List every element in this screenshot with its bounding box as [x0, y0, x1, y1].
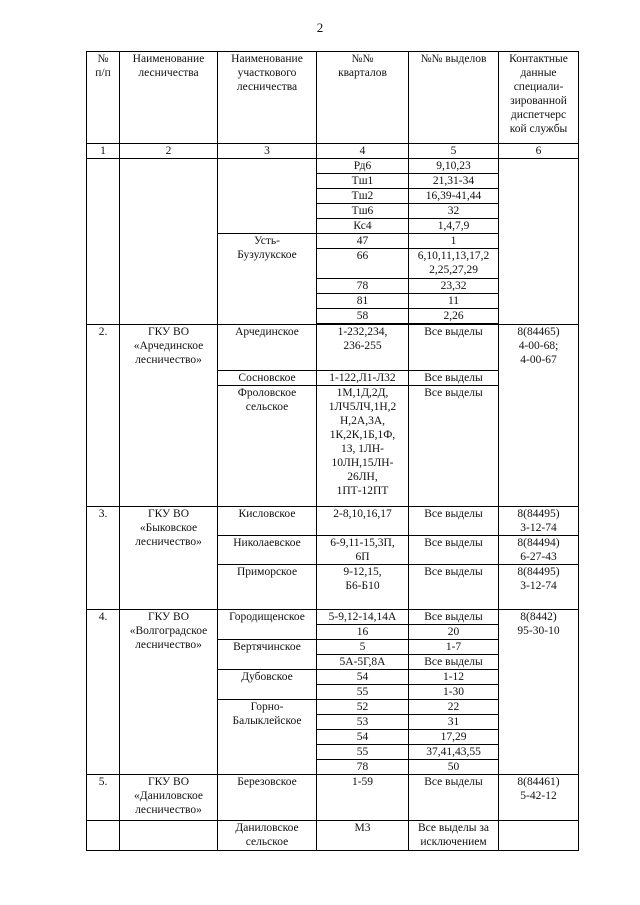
quarter-cell: 78 — [317, 279, 409, 294]
forestry-name: ГКУ ВО «Даниловское лесничество» — [120, 775, 218, 821]
colnum: 6 — [499, 144, 579, 159]
plot-cell: 9,10,23 — [409, 159, 499, 174]
cell-empty — [218, 159, 317, 234]
table-row — [87, 325, 579, 371]
quarter-cell: 55 — [317, 685, 409, 700]
cell-empty — [120, 821, 218, 851]
page-number: 2 — [316, 20, 324, 35]
plot-cell: Все выделы за исключением — [409, 821, 499, 851]
plot-cell: Все выделы — [409, 536, 499, 565]
quarter-cell: 55 — [317, 745, 409, 760]
header-district: Наименование участкового лесничества — [218, 52, 317, 144]
contact-cell: 8(8442) 95-30-10 — [499, 610, 579, 775]
plot-cell: 1-12 — [409, 670, 499, 685]
table-row — [87, 821, 579, 851]
cell-empty — [120, 159, 218, 325]
plot-cell: Все выделы — [409, 565, 499, 610]
plot-cell: 20 — [409, 625, 499, 640]
quarter-cell: Тш2 — [317, 189, 409, 204]
row-number: 4. — [87, 610, 120, 775]
district-name: Николаевское — [218, 536, 317, 565]
plot-cell: 11 — [409, 294, 499, 309]
district-name: Арчединское — [218, 325, 317, 371]
header-contacts: Контактные данные специали- зированной диспетчерс кой службы — [499, 52, 579, 144]
plot-cell: 31 — [409, 715, 499, 730]
quarter-cell: М3 — [317, 821, 409, 851]
quarter-cell: 16 — [317, 625, 409, 640]
forestry-name: ГКУ ВО «Волгоградское лесничество» — [120, 610, 218, 775]
quarter-cell: Рд6 — [317, 159, 409, 174]
table-row — [87, 507, 579, 536]
district-name: Вертячинское — [218, 640, 317, 670]
district-name: Усть- Бузулукское — [218, 234, 317, 325]
quarter-cell: 54 — [317, 670, 409, 685]
table-row — [87, 610, 579, 625]
plot-cell: Все выделы — [409, 775, 499, 821]
cell-empty — [499, 821, 579, 851]
quarter-cell: Кс4 — [317, 219, 409, 234]
contact-cell: 8(84461) 5-42-12 — [499, 775, 579, 821]
plot-cell: 2,26 — [409, 309, 499, 324]
contact-cell: 8(84494) 6-27-43 — [499, 536, 579, 565]
row-number: 5. — [87, 775, 120, 821]
quarter-cell: Тш6 — [317, 204, 409, 219]
quarter-cell: 78 — [317, 760, 409, 775]
quarter-cell: 1-59 — [317, 775, 409, 821]
colnum: 4 — [317, 144, 409, 159]
plot-cell: Все выделы — [409, 325, 499, 371]
colnum: 3 — [218, 144, 317, 159]
plot-cell: 32 — [409, 204, 499, 219]
quarter-cell: 5А-5Г,8А — [317, 655, 409, 670]
plot-cell: Все выделы — [409, 507, 499, 536]
quarter-cell: 58 — [317, 309, 409, 324]
table-row — [87, 159, 579, 174]
quarter-cell: 66 — [317, 249, 409, 279]
forestry-name: ГКУ ВО «Быковское лесничество» — [120, 507, 218, 610]
plot-cell: 1-30 — [409, 685, 499, 700]
colnum: 2 — [120, 144, 218, 159]
quarter-cell: 53 — [317, 715, 409, 730]
quarter-cell: 52 — [317, 700, 409, 715]
quarter-cell: 1-232,234, 236-255 — [317, 325, 409, 371]
quarter-cell: 9-12,15, Б6-Б10 — [317, 565, 409, 610]
quarter-cell: 81 — [317, 294, 409, 309]
colnum: 5 — [409, 144, 499, 159]
quarter-cell: 1М,1Д,2Д, 1ЛЧ5ЛЧ,1Н,2 Н,2А,3А, 1К,2К,1Б,1Ф, 1З, 1ЛН- 10ЛН,15ЛН- 26ЛН, 1ПТ-12ПТ — [317, 386, 409, 507]
cell-empty — [499, 159, 579, 325]
district-name: Городищенское — [218, 610, 317, 640]
district-name: Березовское — [218, 775, 317, 821]
header-row — [87, 52, 579, 144]
district-name: Кисловское — [218, 507, 317, 536]
plot-cell: 50 — [409, 760, 499, 775]
plot-cell: 1 — [409, 234, 499, 249]
plot-cell: 22 — [409, 700, 499, 715]
contact-cell: 8(84495) 3-12-74 — [499, 565, 579, 610]
contact-cell: 8(84465) 4-00-68; 4-00-67 — [499, 325, 579, 507]
district-name: Сосновское — [218, 371, 317, 386]
header-quarters: №№ кварталов — [317, 52, 409, 144]
quarter-cell: 54 — [317, 730, 409, 745]
column-numbers-row — [87, 144, 579, 159]
plot-cell: Все выделы — [409, 386, 499, 507]
quarter-cell: 5 — [317, 640, 409, 655]
district-name: Дубовское — [218, 670, 317, 700]
district-name: Фроловское сельское — [218, 386, 317, 507]
quarter-cell: 47 — [317, 234, 409, 249]
header-plots: №№ выделов — [409, 52, 499, 144]
plot-cell: 1,4,7,9 — [409, 219, 499, 234]
colnum: 1 — [87, 144, 120, 159]
header-forestry: Наименование лесничества — [120, 52, 218, 144]
plot-cell: 17,29 — [409, 730, 499, 745]
plot-cell: 6,10,11,13,17,2 2,25,27,29 — [409, 249, 499, 279]
plot-cell: Все выделы — [409, 371, 499, 386]
plot-cell: 16,39-41,44 — [409, 189, 499, 204]
row-number: 2. — [87, 325, 120, 507]
quarter-cell: Тш1 — [317, 174, 409, 189]
plot-cell: 1-7 — [409, 640, 499, 655]
district-name: Даниловское сельское — [218, 821, 317, 851]
header-num: № п/п — [87, 52, 120, 144]
district-name: Горно- Балыклейское — [218, 700, 317, 775]
plot-cell: Все выделы — [409, 610, 499, 625]
forestry-table — [86, 51, 579, 851]
forestry-name: ГКУ ВО «Арчединское лесничество» — [120, 325, 218, 507]
cell-empty — [87, 159, 120, 325]
district-name: Приморское — [218, 565, 317, 610]
quarter-cell: 6-9,11-15,3П, 6П — [317, 536, 409, 565]
plot-cell: 21,31-34 — [409, 174, 499, 189]
plot-cell: 23,32 — [409, 279, 499, 294]
table-row — [87, 775, 579, 821]
quarter-cell: 1-122,Л1-Л32 — [317, 371, 409, 386]
plot-cell: Все выделы — [409, 655, 499, 670]
row-number: 3. — [87, 507, 120, 610]
plot-cell: 37,41,43,55 — [409, 745, 499, 760]
quarter-cell: 2-8,10,16,17 — [317, 507, 409, 536]
quarter-cell: 5-9,12-14,14А — [317, 610, 409, 625]
contact-cell: 8(84495) 3-12-74 — [499, 507, 579, 536]
cell-empty — [87, 821, 120, 851]
